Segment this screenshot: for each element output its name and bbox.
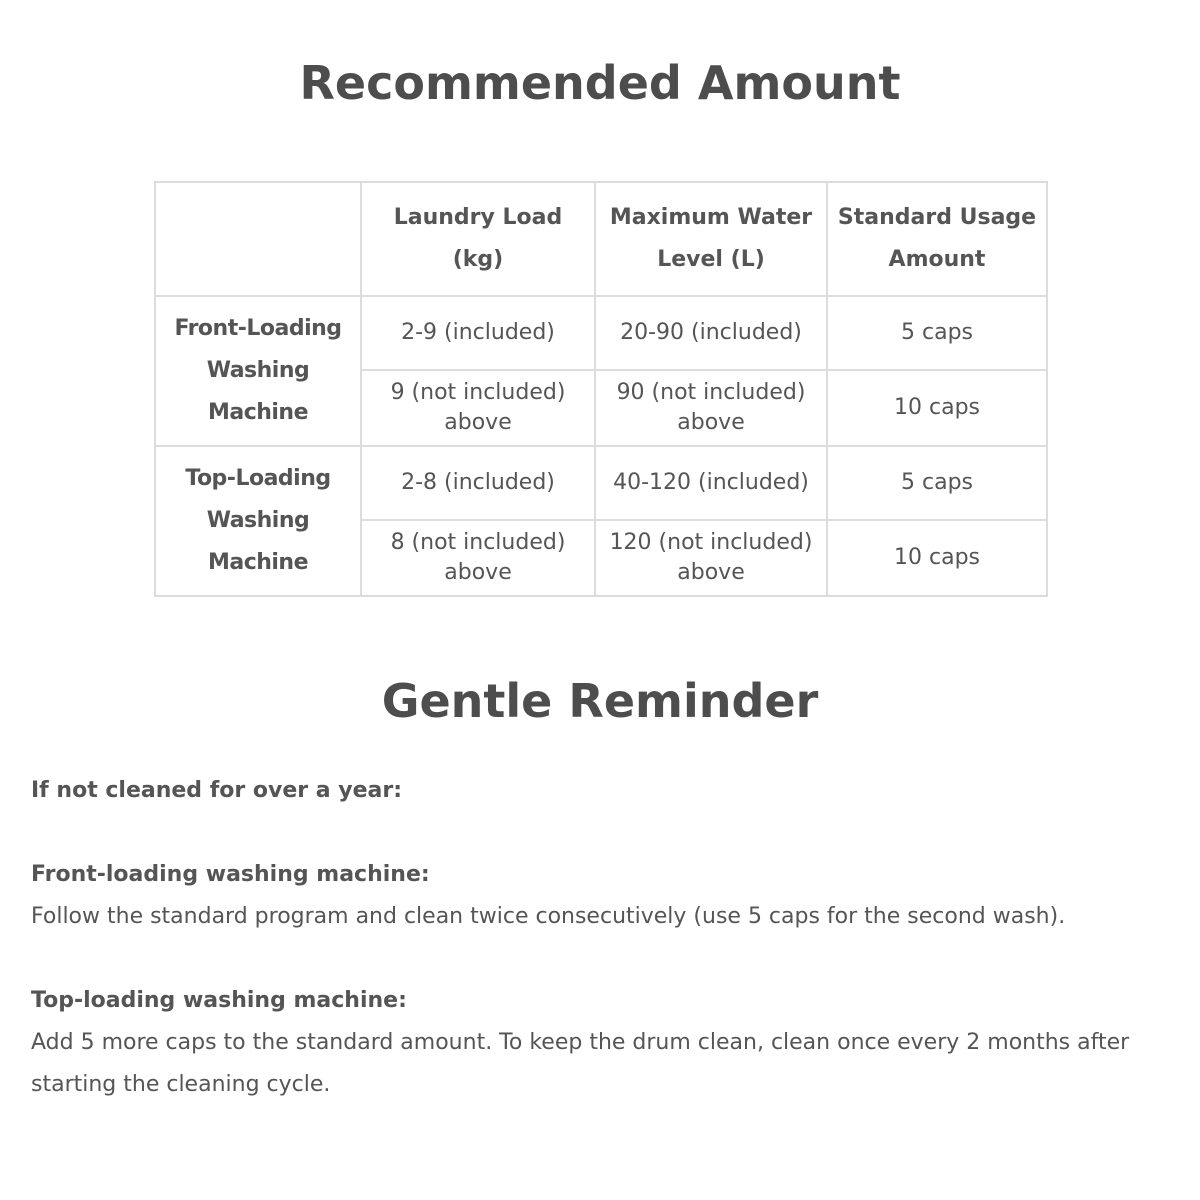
front-loading-heading: Front-loading washing machine: <box>31 862 430 887</box>
table-header-laundry-load: Laundry Load (kg) <box>361 182 595 296</box>
spacer <box>31 938 1181 980</box>
front-loading-instructions: Follow the standard program and clean twice consecutively (use 5 caps for the second wash). <box>31 904 1066 929</box>
table-header-empty <box>155 182 361 296</box>
water-level-cell: 20-90 (included) <box>595 296 827 370</box>
laundry-load-cell: 2-8 (included) <box>361 446 595 520</box>
top-loading-instructions: Add 5 more caps to the standard amount. To keep the drum clean, clean once every 2 months after starting the cleaning cycle. <box>31 1030 1130 1097</box>
gentle-reminder-text <box>31 770 1181 1106</box>
usage-amount-cell: 10 caps <box>827 370 1047 446</box>
usage-amount-cell: 10 caps <box>827 520 1047 596</box>
laundry-load-cell: 8 (not included) above <box>361 520 595 596</box>
water-level-cell: 40-120 (included) <box>595 446 827 520</box>
water-level-cell: 120 (not included) above <box>595 520 827 596</box>
table-header-row <box>155 182 1047 296</box>
laundry-load-cell: 2-9 (included) <box>361 296 595 370</box>
reminder-intro: If not cleaned for over a year: <box>31 778 403 803</box>
spacer <box>31 812 1181 854</box>
laundry-load-cell: 9 (not included) above <box>361 370 595 446</box>
table-row <box>155 446 1047 520</box>
section-title-gentle-reminder: Gentle Reminder <box>381 674 819 728</box>
recommended-amount-table <box>154 181 1048 597</box>
table-header-max-water-level: Maximum Water Level (L) <box>595 182 827 296</box>
machine-type-top-loading: Top-Loading Washing Machine <box>155 446 361 596</box>
table-header-standard-usage: Standard Usage Amount <box>827 182 1047 296</box>
table-row <box>155 296 1047 370</box>
usage-amount-cell: 5 caps <box>827 446 1047 520</box>
machine-type-front-loading: Front-Loading Washing Machine <box>155 296 361 446</box>
top-loading-heading: Top-loading washing machine: <box>31 988 407 1013</box>
water-level-cell: 90 (not included) above <box>595 370 827 446</box>
page-title: Recommended Amount <box>299 56 901 110</box>
usage-amount-cell: 5 caps <box>827 296 1047 370</box>
